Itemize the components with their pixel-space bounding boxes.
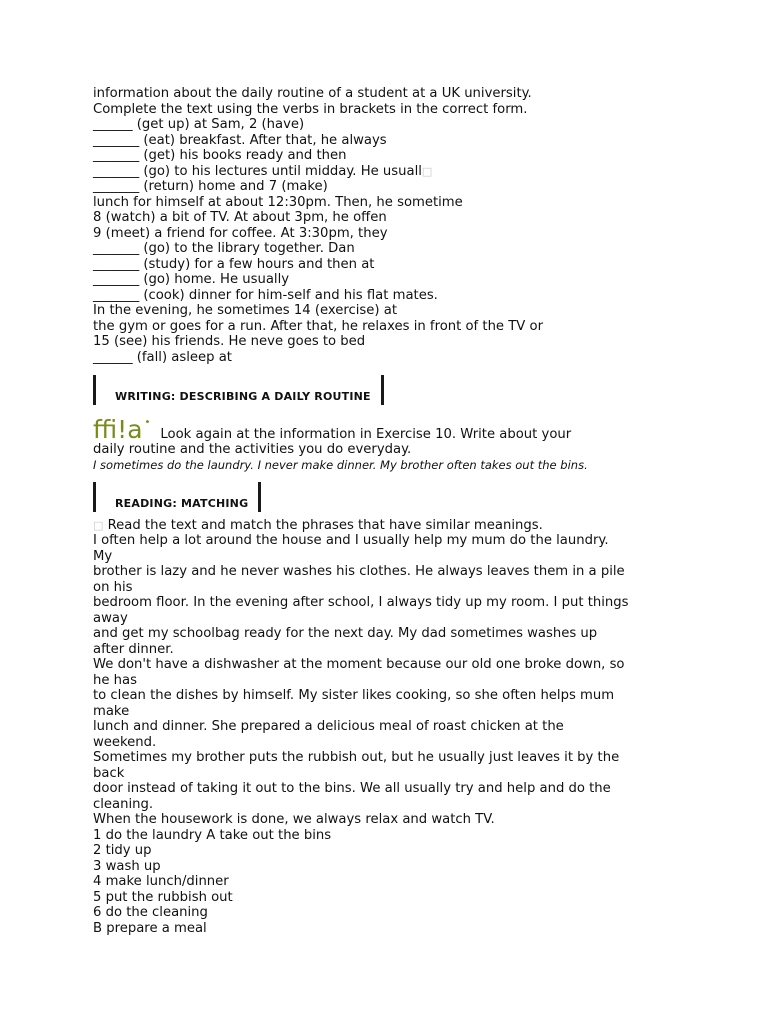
text-line: brother is lazy and he never washes his clothes. He always leaves them in a pile: [93, 564, 625, 579]
match-item: 2 tidy up: [93, 843, 152, 858]
match-item: B prepare a meal: [93, 920, 207, 936]
text-line: 15 (see) his friends. He neve goes to bed: [93, 334, 366, 349]
reading-instruction: [93, 518, 683, 534]
text-line: to clean the dishes by himself. My sister likes cooking, so she often helps mum: [93, 688, 615, 703]
match-item: 1 do the laundry A take out the bins: [93, 827, 332, 843]
writing-section: [93, 417, 683, 472]
exercise-text: [93, 86, 683, 365]
section-heading-reading: [93, 478, 683, 512]
text-line: door instead of taking it out to the bins. We all usually try and help and do the: [93, 781, 611, 796]
writing-instruction-row: [93, 417, 683, 442]
document-page: [93, 86, 683, 936]
text-line: _______ (study) for a few hours and then at: [93, 256, 375, 272]
match-item: 6 do the cleaning: [93, 905, 208, 920]
writing-instruction-continued: daily routine and the activities you do everyday.: [93, 442, 412, 457]
section-title: WRITING: DESCRIBING A DAILY ROUTINE: [115, 390, 371, 403]
text-line: bedroom floor. In the evening after school, I always tidy up my room. I put things: [93, 595, 629, 610]
text-line: Complete the text using the verbs in brackets in the correct form.: [93, 101, 528, 117]
text-line: and get my schoolbag ready for the next day. My dad sometimes washes up: [93, 626, 598, 641]
missing-glyph-icon: □: [421, 164, 433, 178]
text-line: Sometimes my brother puts the rubbish out, but he usually just leaves it by the: [93, 750, 620, 765]
reading-instruction-text: Read the text and match the phrases that have similar meanings.: [107, 517, 543, 533]
text-line: _______ (cook) dinner for him-self and his flat mates.: [93, 287, 438, 303]
section-heading-writing: [93, 371, 683, 405]
text-line: _______ (go) home. He usually: [93, 272, 290, 287]
text-line: We don't have a dishwasher at the moment because our old one broke down, so: [93, 657, 625, 672]
exercise-dot-icon: •: [144, 417, 151, 428]
text-line-content: _______ (go) to his lectures until midday. He usuall: [93, 163, 422, 179]
text-line: _______ (return) home and 7 (make): [93, 179, 328, 194]
text-line: ______ (get up) at Sam, 2 (have): [93, 117, 305, 132]
exercise-number-mark: ffi!a: [93, 415, 143, 444]
text-line: lunch and dinner. She prepared a delicious meal of roast chicken at the: [93, 719, 564, 734]
text-line: My: [93, 548, 113, 564]
text-line: after dinner.: [93, 641, 174, 657]
text-line: When the housework is done, we always relax and watch TV.: [93, 812, 495, 827]
heading-bar-right: [258, 482, 261, 512]
checkbox-glyph-icon: □: [93, 518, 104, 532]
text-line: make: [93, 703, 130, 719]
text-line: back: [93, 765, 125, 781]
heading-bar-right: [381, 375, 384, 405]
text-line: _______ (go) to the library together. Dan: [93, 241, 355, 256]
text-line: lunch for himself at about 12:30pm. Then, he sometime: [93, 194, 463, 210]
text-line: cleaning.: [93, 796, 154, 812]
match-item: 5 put the rubbish out: [93, 889, 233, 905]
text-line: _______ (eat) breakfast. After that, he always: [93, 132, 387, 148]
heading-bar-left: [93, 375, 96, 405]
text-line: on his: [93, 579, 133, 595]
text-line: In the evening, he sometimes 14 (exercise) at: [93, 303, 397, 318]
text-line: weekend.: [93, 734, 157, 750]
text-line: I often help a lot around the house and I usually help my mum do the laundry.: [93, 533, 609, 548]
writing-instruction: Look again at the information in Exercise 10. Write about your: [160, 426, 572, 442]
reading-section: [93, 512, 683, 937]
match-item: 3 wash up: [93, 858, 161, 874]
section-title: READING: MATCHING: [115, 496, 249, 510]
text-line: ______ (fall) asleep at: [93, 349, 232, 365]
writing-example: I sometimes do the laundry. I never make dinner. My brother often takes out the bins.: [93, 457, 588, 472]
text-line: 8 (watch) a bit of TV. At about 3pm, he offen: [93, 210, 387, 225]
text-line: information about the daily routine of a student at a UK university.: [93, 86, 532, 101]
text-line: 9 (meet) a friend for coffee. At 3:30pm, they: [93, 225, 388, 241]
match-item: 4 make lunch/dinner: [93, 874, 229, 889]
text-line: the gym or goes for a run. After that, he relaxes in front of the TV or: [93, 318, 543, 334]
text-line: [93, 164, 683, 180]
text-line: he has: [93, 672, 137, 688]
heading-bar-left: [93, 482, 96, 512]
text-line: away: [93, 610, 128, 626]
text-line: _______ (get) his books ready and then: [93, 148, 347, 163]
